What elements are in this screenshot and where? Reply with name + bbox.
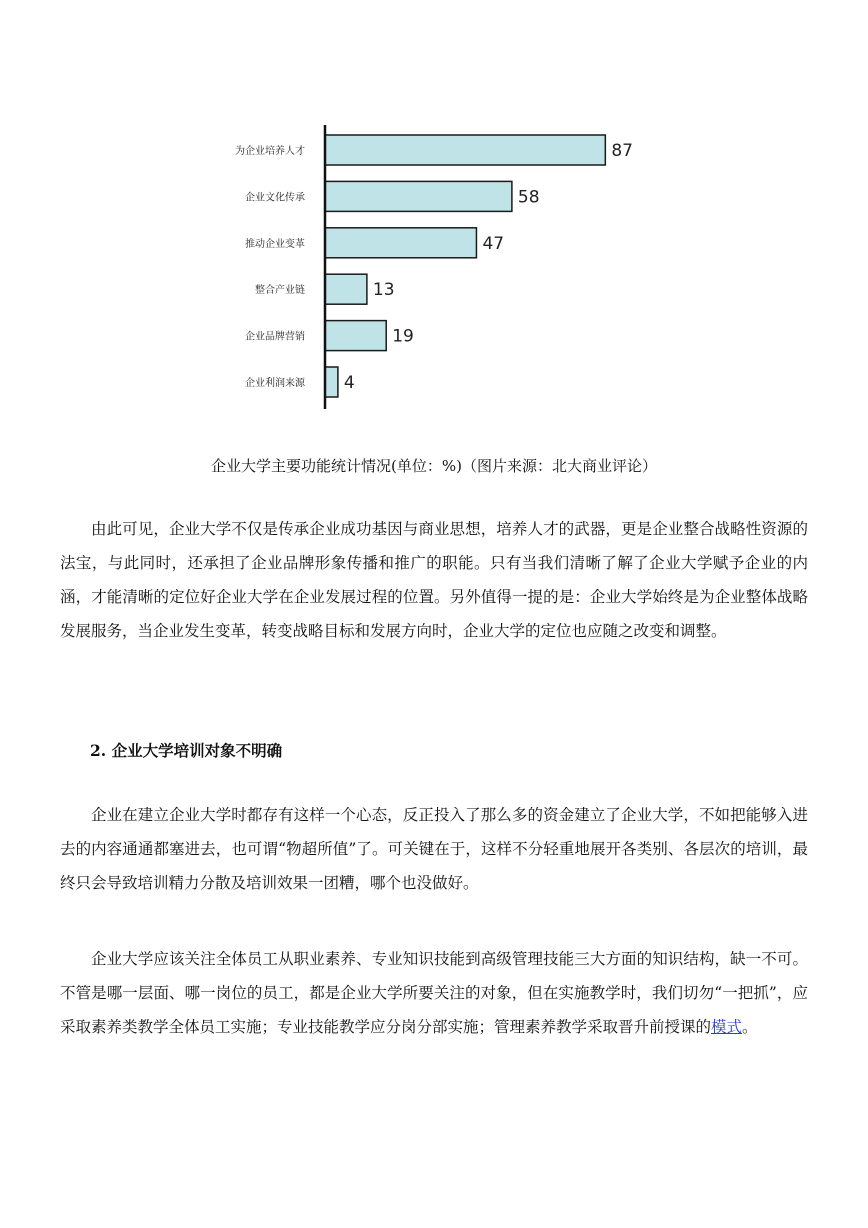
mode-link[interactable]: 模式 bbox=[711, 1018, 743, 1036]
bar bbox=[325, 321, 386, 351]
paragraph-training-structure bbox=[60, 942, 808, 1044]
category-label: 为企业培养人才 bbox=[235, 146, 305, 157]
function-bar-chart bbox=[200, 115, 670, 415]
category-label: 整合产业链 bbox=[255, 285, 305, 297]
category-label: 企业品牌营销 bbox=[245, 331, 305, 343]
bar bbox=[325, 181, 512, 211]
paragraph-training-mindset: 企业在建立企业大学时都存有这样一个心态，反正投入了那么多的资金建立了企业大学，不如把能够入进去的内容通通都塞进去，也可谓“物超所值”了。可关键在于，这样不分轻重地展开各类别、各层次的培训，最终只会导致培训精力分散及培训效果一团糟，哪个也没做好。 bbox=[60, 806, 808, 892]
bar-group bbox=[235, 135, 633, 397]
value-label: 87 bbox=[611, 141, 633, 161]
section-heading: 2. 企业大学培训对象不明确 bbox=[90, 741, 283, 760]
value-label: 13 bbox=[372, 280, 395, 301]
bar bbox=[325, 274, 367, 304]
bar bbox=[325, 367, 338, 397]
category-label: 企业文化传承 bbox=[245, 192, 305, 204]
chart-caption: 企业大学主要功能统计情况(单位：%)（图片来源：北大商业评论） bbox=[211, 457, 657, 475]
category-label: 推动企业变革 bbox=[245, 238, 305, 250]
value-label: 4 bbox=[343, 373, 355, 393]
paragraph-end: 。 bbox=[742, 1018, 758, 1036]
bar bbox=[325, 228, 476, 258]
value-label: 19 bbox=[392, 326, 414, 347]
value-label: 58 bbox=[517, 187, 540, 208]
value-label: 47 bbox=[482, 233, 505, 254]
paragraph-text: 企业大学应该关注全体员工从职业素养、专业知识技能到高级管理技能三大方面的知识结构，缺一不可。不管是哪一层面、哪一岗位的员工，都是企业大学所要关注的对象，但在实施教学时，我们切勿“一把抓”，应采取素养类教学全体员工实施；专业技能教学应分岗分部实施；管理素养教学采取晋升前授课的 bbox=[60, 950, 808, 1036]
paragraph-positioning: 由此可见，企业大学不仅是传承企业成功基因与商业思想，培养人才的武器，更是企业整合战略性资源的法宝，与此同时，还承担了企业品牌形象传播和推广的职能。只有当我们清晰了解了企业大学赋予企业的内涵，才能清晰的定位好企业大学在企业发展过程的位置。另外值得一提的是：企业大学始终是为企业整体战略发展服务，当企业发生变革，转变战略目标和发展方向时，企业大学的定位也应随之改变和调整。 bbox=[60, 520, 808, 640]
bar bbox=[325, 135, 605, 165]
category-label: 企业利润来源 bbox=[245, 378, 305, 389]
